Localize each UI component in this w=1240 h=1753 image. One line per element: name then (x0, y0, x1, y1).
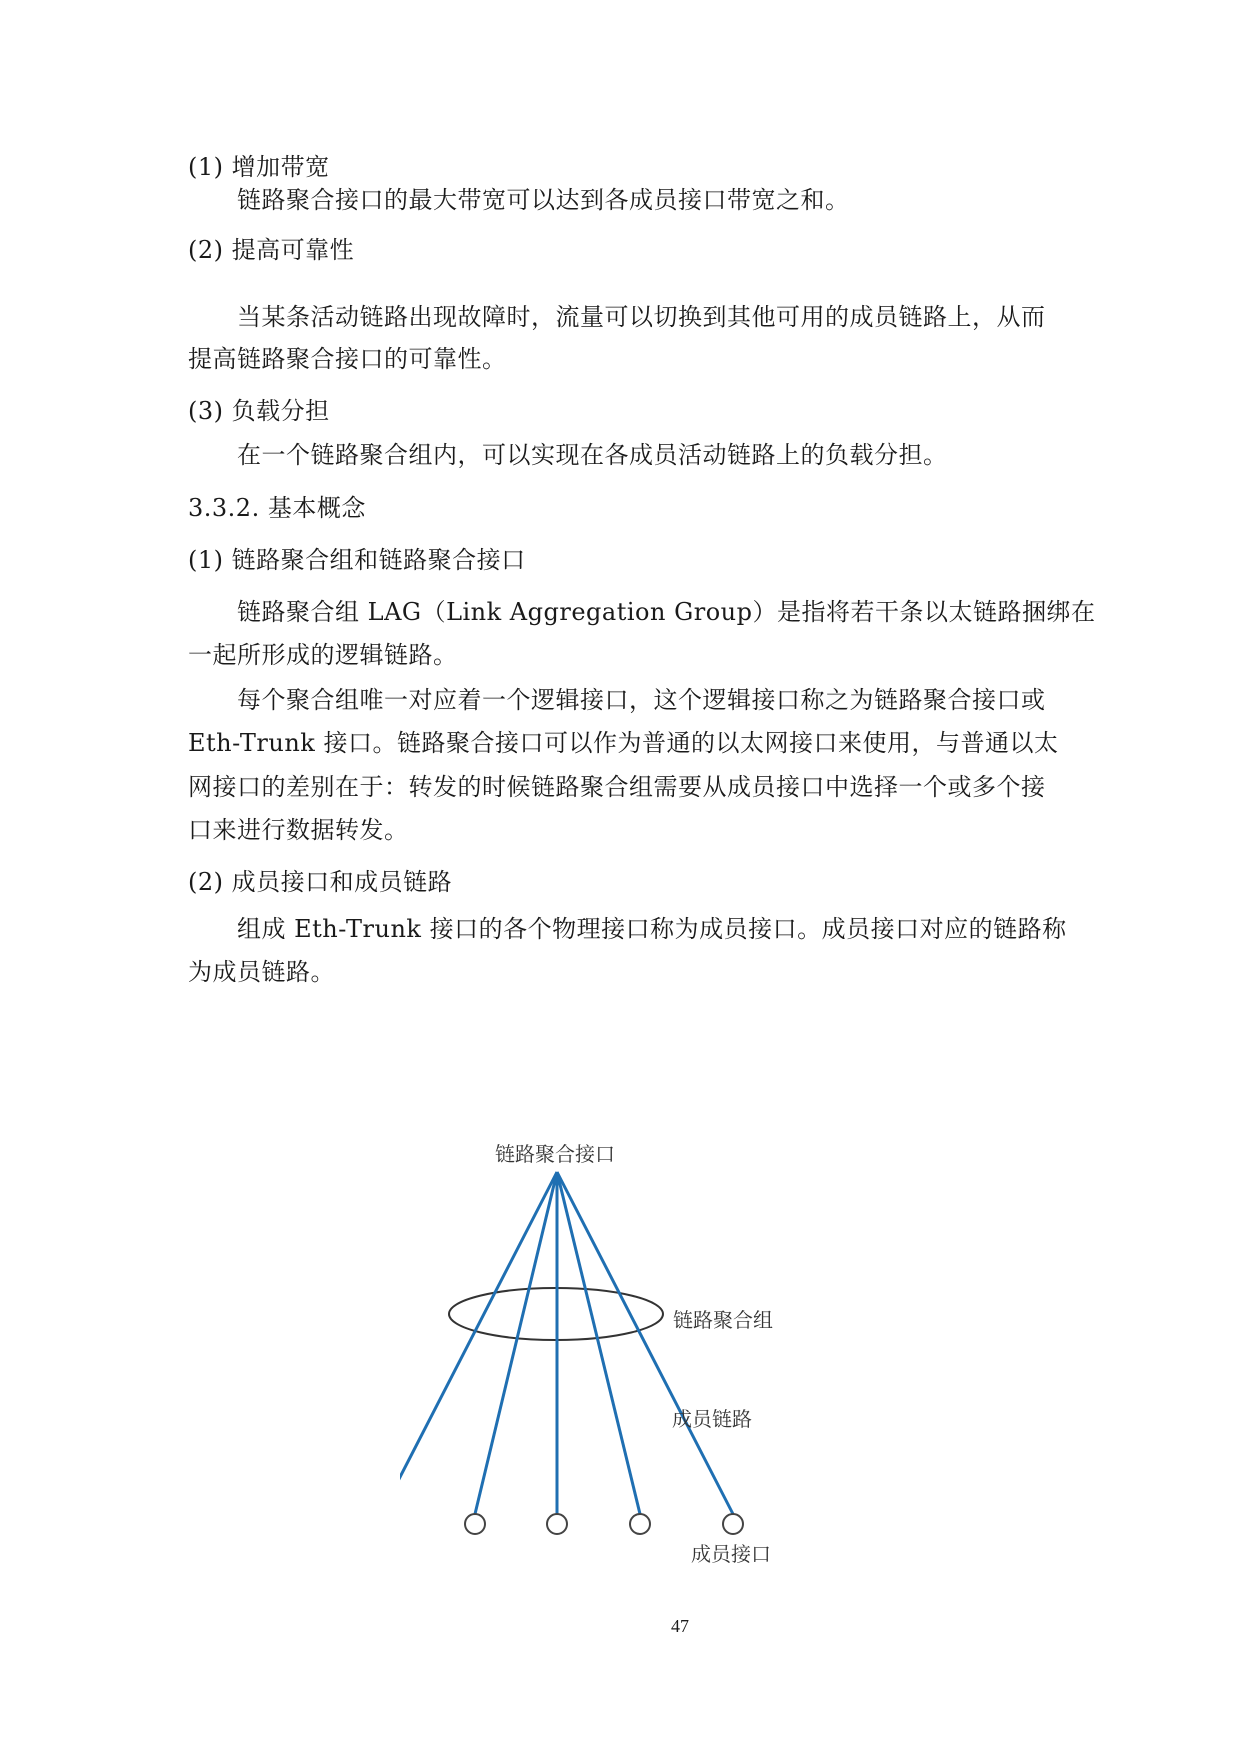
label-aggregation-interface: 链路聚合接口 (495, 1142, 615, 1166)
member-port-circle (630, 1514, 650, 1534)
section-heading-basic-concepts: 3.3.2. 基本概念 (188, 494, 366, 522)
paragraph-ethtrunk-3: 网接口的差别在于：转发的时候链路聚合组需要从成员接口中选择一个或多个接 (188, 773, 1046, 801)
label-member-link: 成员链路 (672, 1407, 752, 1431)
paragraph-member-1: 组成 Eth-Trunk 接口的各个物理接口称为成员接口。成员接口对应的链路称 (237, 915, 1067, 943)
member-link-line (400, 1172, 557, 1514)
paragraph-ethtrunk-4: 口来进行数据转发。 (188, 816, 409, 844)
page-number: 47 (671, 1616, 689, 1636)
paragraph-ethtrunk-1: 每个聚合组唯一对应着一个逻辑接口，这个逻辑接口称之为链路聚合接口或 (237, 686, 1046, 714)
heading-increase-bandwidth: (1) 增加带宽 (188, 153, 330, 181)
member-port-circle (723, 1514, 743, 1534)
member-link-line (475, 1172, 557, 1514)
paragraph-ethtrunk-2: Eth-Trunk 接口。链路聚合接口可以作为普通的以太网接口来使用，与普通以太 (188, 729, 1059, 757)
member-link-line (557, 1172, 733, 1514)
heading-load-sharing: (3) 负载分担 (188, 397, 330, 425)
member-port-circle (547, 1514, 567, 1534)
diagram-canvas (400, 1150, 900, 1610)
member-link-line (557, 1172, 640, 1514)
label-aggregation-group: 链路聚合组 (673, 1308, 773, 1332)
paragraph-load-sharing: 在一个链路聚合组内，可以实现在各成员活动链路上的负载分担。 (237, 441, 948, 469)
paragraph-bandwidth: 链路聚合接口的最大带宽可以达到各成员接口带宽之和。 (237, 186, 850, 214)
paragraph-lag-1: 链路聚合组 LAG（Link Aggregation Group）是指将若干条以太链路捆绑在 (237, 598, 1096, 626)
paragraph-lag-2: 一起所形成的逻辑链路。 (188, 641, 458, 669)
heading-reliability: (2) 提高可靠性 (188, 236, 355, 264)
member-links (400, 1172, 733, 1514)
paragraph-reliability-2: 提高链路聚合接口的可靠性。 (188, 345, 507, 373)
paragraph-reliability-1: 当某条活动链路出现故障时，流量可以切换到其他可用的成员链路上，从而 (237, 303, 1046, 331)
member-port-circle (465, 1514, 485, 1534)
label-member-port: 成员接口 (691, 1542, 771, 1566)
heading-lag-and-interface: (1) 链路聚合组和链路聚合接口 (188, 546, 526, 574)
paragraph-member-2: 为成员链路。 (188, 958, 335, 986)
heading-member-ports: (2) 成员接口和成员链路 (188, 868, 453, 896)
link-aggregation-diagram (400, 1142, 900, 1610)
member-ports (400, 1514, 743, 1534)
